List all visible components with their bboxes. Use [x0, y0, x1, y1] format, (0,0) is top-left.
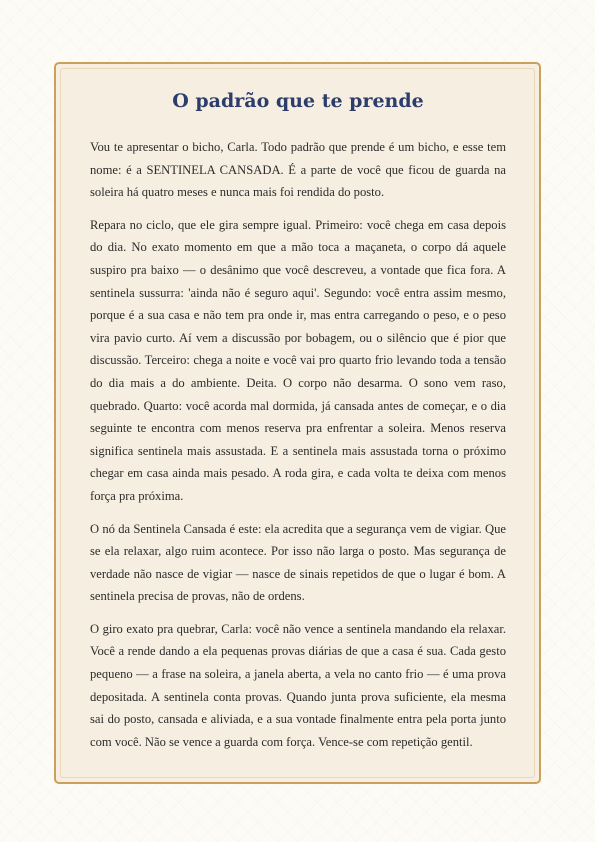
- paragraph-knot: O nó da Sentinela Cansada é este: ela acredita que a segurança vem de vigiar. Que se ela relaxar, algo ruim acontece. Por isso não larga o posto. Mas segurança de verdade não nasce de vigiar — nasce de sinais repetidos de que o lugar é bom. A sentinela precisa de provas, não de ordens.: [90, 521, 506, 604]
- paragraph-intro: Vou te apresentar o bicho, Carla. Todo padrão que prende é um bicho, e esse tem nome: é a SENTINELA CANSADA. É a parte de você que ficou de guarda na soleira há quatro meses e nunca mais foi rendida do posto.: [90, 140, 506, 200]
- content-card-inner: [60, 68, 535, 778]
- paragraph-cycle: Repara no ciclo, que ele gira sempre igual. Primeiro: você chega em casa depois do dia. No exato momento em que a mão toca a maçaneta, o corpo dá aquele suspiro pra baixo — o desânimo que você descreveu, a vontade que fica fora. A sentinela sussurra: 'ainda não é seguro aqui'. Segundo: você entra assim mesmo, porque é a sua casa e não tem pra onde ir, mas entra carregando o peso, e o peso vira pavio curto. Aí vem a discussão por bobagem, ou o silêncio que é pior que discussão. Terceiro: chega a noite e você vai pro quarto frio levando toda a tensão do dia mais a do ambiente. Deita. O corpo não desarma. O sono vem raso, quebrado. Quarto: você acorda mal dormida, já cansada antes de começar, e o dia seguinte te encontra com menos reserva pra enfrentar a soleira. Menos reserva significa sentinela mais assustada. E a sentinela mais assustada torna o próximo chegar em casa ainda mais pesado. A roda gira, e cada volta te deixa com menos força pra próxima.: [90, 217, 506, 503]
- content-card: [54, 62, 541, 784]
- paragraph-break: O giro exato pra quebrar, Carla: você não vence a sentinela mandando ela relaxar. Você a rende dando a ela pequenas provas diárias de que a casa é sua. Cada gesto pequeno — a frase na soleira, a janela aberta, a vela no canto frio — é uma prova depositada. A sentinela conta provas. Quando junta prova suficiente, ela mesma sai do posto, cansada e aliviada, e a sua vontade finalmente entra pela porta junto com você. Não se vence a guarda com força. Vence-se com repetição gentil.: [90, 621, 506, 749]
- page-title: O padrão que te prende: [172, 90, 424, 112]
